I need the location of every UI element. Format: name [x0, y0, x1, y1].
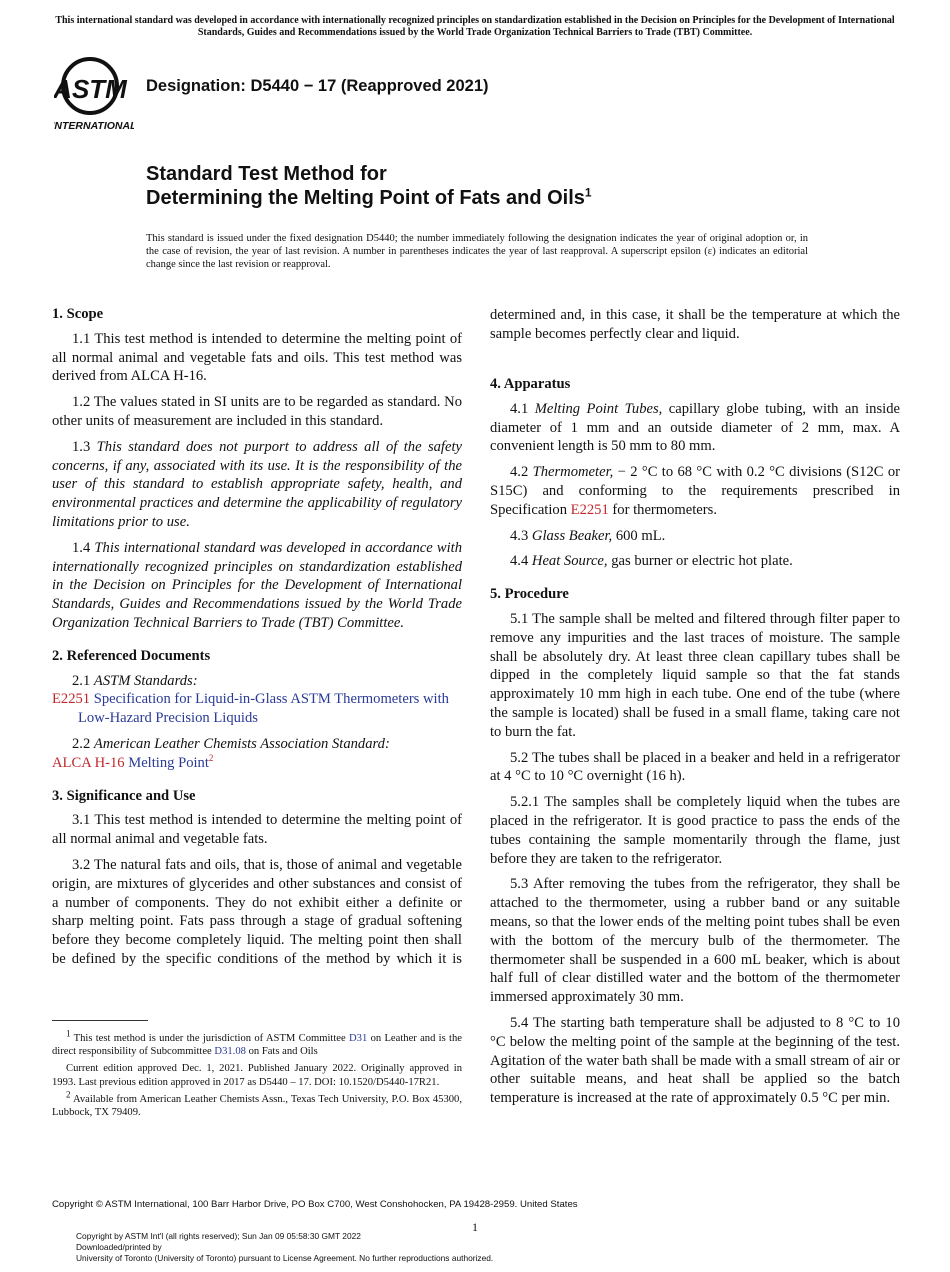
paragraph-5-4: 5.4 The starting bath temperature shall be adjusted to 8 °C to 10 °C below the melting point of the sample at the beginning of the test. Agitation of the water bath shall be made with a small stream of air or other suitable means, and heat shall be applied so the batch temperature is increased at the rate of approximately 0.5 °C per min.	[490, 1014, 900, 1107]
astm-logo	[54, 56, 134, 132]
reference-alca[interactable]	[52, 754, 462, 773]
paragraph-3-2-part-1: 3.2 The natural fats and oils, that is, those of animal and vegetable origin, are mixtures of glycerides and other substances and consist of a number of components. They do not exhibit either a definite or sharp melting point. Fats pass through a stage of gradual softening before they become completely liquid. The melting point then shall be defined by the specific conditions of the method by which it is	[52, 856, 462, 967]
section-heading-scope: 1. Scope	[52, 306, 104, 322]
paragraph-5-3: 5.3 After removing the tubes from the refrigerator, they shall be attached to the thermometer, using a rubber band or any suitable means, so that the lower ends of the melting point tubes shall be even with the bottom of the mercury bulb of the thermometer. The thermometer shall be suspended in a 600 mL beaker, which is about half full of clear distilled water and the bottom of the thermometer immersed approximately 30 mm.	[490, 876, 900, 1006]
standard-notice: This international standard was developed in accordance with internationally recognized principles on standardization established in the Decision on Principles for the Development of International Standards, Guides and Recommendations issued by the World Trade Organization Technical Barriers to Trade (TBT) Committee.	[55, 15, 895, 38]
footnote-edition: Current edition approved Dec. 1, 2021. Published January 2022. Originally approved in 1993. Last previous edition approved in 2017 as D5440 – 17. DOI: 10.1520/D5440-17R21.	[52, 1063, 462, 1088]
link-d31[interactable]: D31	[349, 1033, 368, 1044]
paragraph-5-2: 5.2 The tubes shall be placed in a beaker and held in a refrigerator at 4 °C to 10 °C overnight (16 h).	[490, 749, 900, 785]
paragraph-4-3: 4.3 Glass Beaker, 600 mL.	[510, 527, 666, 544]
title-footnote-mark: 1	[584, 185, 592, 200]
paragraph-4-2: 4.2 Thermometer, − 2 °C to 68 °C with 0.2 °C divisions (S12C or S15C) and conforming to the requirements prescribed in Specification E2251 for thermometers.	[490, 464, 900, 518]
license-notice	[76, 1231, 493, 1265]
copyright-line: Copyright © ASTM International, 100 Barr Harbor Drive, PO Box C700, West Conshohocken, PA 19428-2959. United States	[52, 1199, 578, 1210]
paragraph-1-3: 1.3 This standard does not purport to address all of the safety concerns, if any, associated with its use. It is the responsibility of the user of this standard to establish appropriate safety, health, and environmental practices and determine the applicability of regulatory limitations prior to use.	[52, 438, 462, 530]
license-line: Downloaded/printed by	[76, 1242, 162, 1253]
reference-code: E2251	[52, 691, 91, 708]
paragraph-2-1: 2.1 ASTM Standards:	[72, 672, 198, 689]
reference-code: ALCA H-16	[52, 754, 125, 771]
paragraph-4-4: 4.4 Heat Source, gas burner or electric hot plate.	[510, 553, 793, 570]
link-e2251[interactable]: E2251	[570, 501, 609, 518]
right-column	[490, 305, 900, 1115]
paragraph-5-2-1: 5.2.1 The samples shall be completely liquid when the tubes are placed in the refrigerator. It is good practice to pass the ends of the tubes containing the sample momentarily through the flame, just before they are taken to the refrigerator.	[490, 794, 900, 867]
paragraph-3-1: 3.1 This test method is intended to determine the melting point of all normal animal and vegetable fats.	[52, 812, 462, 848]
paragraph-3-2-continued: determined and, in this case, it shall be the temperature at which the sample becomes perfectly clear and liquid.	[490, 306, 900, 342]
preamble: This standard is issued under the fixed designation D5440; the number immediately following the designation indicates the year of original adoption or, in the case of revision, the year of last revision. A number in parentheses indicates the year of last reapproval. A superscript epsilon (ε) indicates an editorial change since the last revision or reapproval.	[146, 233, 808, 271]
footnote-2: $^2$ Available from American Leather Chemists Assn., Texas Tech University, P.O. Box 45300, Lubbock, TX 79409.	[52, 1089, 462, 1119]
page-number: 1	[472, 1220, 478, 1234]
section-heading-significance: 3. Significance and Use	[52, 787, 196, 804]
document-title	[146, 162, 592, 210]
link-d31-08[interactable]: D31.08	[214, 1046, 246, 1058]
title-line-1: Standard Test Method for	[146, 163, 387, 185]
reference-title: Specification for Liquid-in-Glass ASTM Thermometers with Low-Hazard Precision Liquids	[78, 691, 449, 727]
designation: Designation: D5440 − 17 (Reapproved 2021)	[146, 77, 489, 95]
reference-title: Melting Point	[128, 754, 209, 771]
section-heading-referenced-documents: 2. Referenced Documents	[52, 647, 211, 664]
paragraph-2-2: 2.2 American Leather Chemists Association Standard:	[72, 735, 390, 752]
left-column	[52, 305, 462, 968]
paragraph-1-4: 1.4 This international standard was developed in accordance with internationally recognized principles on standardization established in the Decision on Principles for the Development of International Standards, Guides and Recommendations issued by the World Trade Organization Technical Barriers to Trade (TBT) Committee.	[52, 539, 463, 631]
footnote-divider	[52, 1020, 148, 1021]
section-heading-procedure: 5. Procedure	[490, 586, 569, 603]
paragraph-4-1: 4.1 Melting Point Tubes, capillary globe tubing, with an inside diameter of 1 mm and an outside diameter of 2 mm, max. A convenient length is 50 mm to 80 mm.	[490, 400, 900, 455]
paragraph-1-2: 1.2 The values stated in SI units are to be regarded as standard. No other units of measurement are included in this standard.	[52, 394, 462, 429]
paragraph-1-1: 1.1 This test method is intended to determine the melting point of all normal animal and vegetable fats and oils. This test method was derived from ALCA H-16.	[52, 330, 462, 385]
section-heading-apparatus: 4. Apparatus	[490, 376, 571, 392]
footnotes	[52, 1028, 462, 1123]
logo-wordmark: INTERNATIONAL	[54, 120, 134, 132]
footnote-mark: 2	[208, 752, 214, 763]
paragraph-5-1: 5.1 The sample shall be melted and filtered through filter paper to remove any impurities and the last traces of moisture. The sample shall be absolutely dry. At least three clean capillary tubes shall be dipped in the completely liquid sample so that the fat stands approximately 10 mm high in each tube. One end of the tube (where the sample is located) shall be fused in a small flame, taking care not to burn the fat.	[490, 610, 900, 740]
license-line: Copyright by ASTM Int'l (all rights reserved); Sun Jan 09 05:58:30 GMT 2022	[76, 1231, 361, 1241]
footnote-1: $^1$ This test method is under the jurisdiction of ASTM Committee D31 on Leather and is the direct responsibility of Subcommittee D31.08 on Fats and Oils	[52, 1028, 462, 1058]
reference-e2251[interactable]	[52, 690, 462, 728]
license-line: University of Toronto (University of Toronto) pursuant to License Agreement. No further reproductions authorized.	[76, 1253, 494, 1264]
logo-letters: ASTM	[54, 74, 127, 104]
title-line-2: Determining the Melting Point of Fats and Oils$^1$	[146, 185, 592, 209]
